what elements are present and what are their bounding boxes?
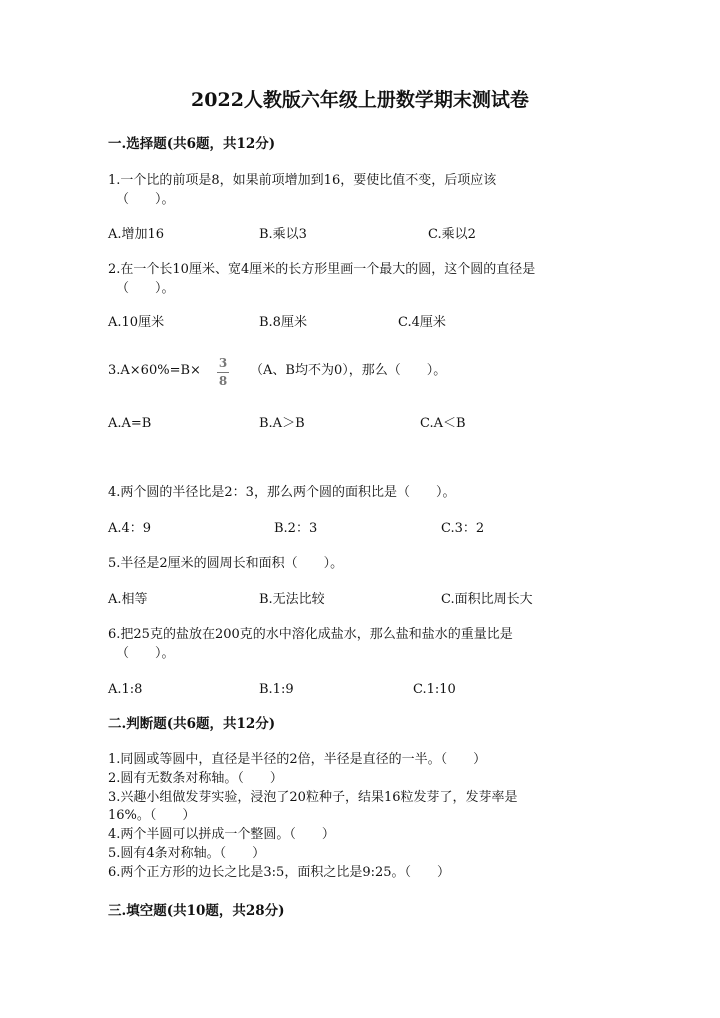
section-heading-fill: 三.填空题(共10题，共28分) (108, 903, 285, 919)
question-4-option-a: A.4：9 (108, 521, 152, 536)
section-heading-judge: 二.判断题(共6题，共12分) (108, 716, 276, 732)
question-6-option-b: B.1:9 (259, 682, 294, 697)
judge-item-1: 1.同圆或等圆中，直径是半径的2倍，半径是直径的一半。（ ） (108, 752, 487, 767)
question-2-option-b: B.8厘米 (259, 315, 307, 330)
question-1-option-b: B.乘以3 (259, 227, 307, 242)
judge-item-3-cont: 16%。（ ） (108, 808, 196, 823)
fraction (214, 357, 232, 388)
question-6-option-a: A.1:8 (108, 682, 143, 697)
question-4-text: 4.两个圆的半径比是2：3，那么两个圆的面积比是（ ）。 (108, 485, 456, 500)
question-2-option-c: C.4厘米 (398, 315, 446, 330)
question-4-option-b: B.2：3 (274, 521, 318, 536)
question-3-text: 3.A×60%=B× (108, 363, 201, 378)
question-4-option-c: C.3：2 (441, 521, 485, 536)
question-6-option-c: C.1:10 (413, 682, 456, 697)
question-1-option-a: A.增加16 (108, 227, 165, 242)
judge-item-2: 2.圆有无数条对称轴。（ ） (108, 771, 283, 786)
question-5-option-c: C.面积比周长大 (441, 592, 533, 607)
question-5-option-b: B.无法比较 (259, 592, 325, 607)
question-2-text: 2.在一个长10厘米、宽4厘米的长方形里画一个最大的圆，这个圆的直径是 (108, 262, 536, 277)
judge-item-4: 4.两个半圆可以拼成一个整圆。（ ） (108, 827, 335, 842)
question-2-option-a: A.10厘米 (108, 315, 165, 330)
question-5-option-a: A.相等 (108, 592, 148, 607)
fraction-numerator: 3 (218, 356, 228, 370)
question-6-text: 6.把25克的盐放在200克的水中溶化成盐水，那么盐和盐水的重量比是 (108, 627, 513, 642)
fraction-denominator: 8 (218, 374, 228, 388)
question-1-text: 1.一个比的前项是8，如果前项增加到16，要使比值不变，后项应该 (108, 173, 497, 188)
question-1-option-c: C.乘以2 (428, 227, 476, 242)
question-2-blank: （ ）。 (116, 281, 175, 296)
question-5-text: 5.半径是2厘米的圆周长和面积（ ）。 (108, 556, 344, 571)
question-6-blank: （ ）。 (116, 646, 175, 661)
judge-item-6: 6.两个正方形的边长之比是3:5，面积之比是9:25。（ ） (108, 865, 451, 880)
question-3-text-rest: （A、B均不为0），那么（ ）。 (250, 363, 447, 378)
question-3-option-c: C.A＜B (420, 416, 466, 431)
judge-item-5: 5.圆有4条对称轴。（ ） (108, 846, 266, 861)
fraction-bar (217, 372, 229, 373)
question-1-blank: （ ）。 (116, 192, 175, 207)
page-title: 2022人教版六年级上册数学期末测试卷 (191, 89, 529, 111)
section-heading-choice: 一.选择题(共6题，共12分) (108, 136, 276, 152)
judge-item-3: 3.兴趣小组做发芽实验，浸泡了20粒种子，结果16粒发芽了，发芽率是 (108, 790, 518, 805)
question-3-option-a: A.A=B (108, 416, 152, 431)
question-3-option-b: B.A＞B (259, 416, 305, 431)
